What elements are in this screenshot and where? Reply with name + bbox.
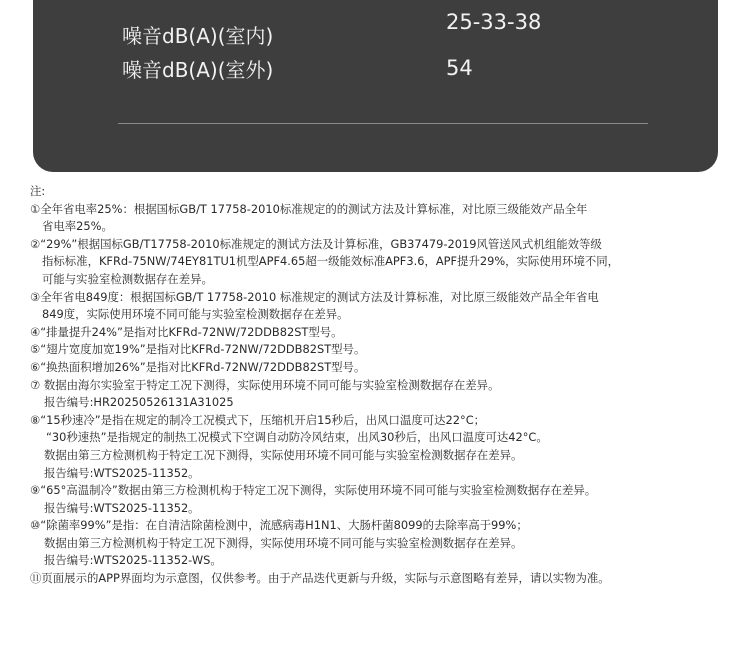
note-line: ⑥“换热面积增加26%”是指对比KFRd-72NW/72DDB82ST型号。 <box>30 359 366 374</box>
spec-value: 25-33-38 <box>446 10 542 34</box>
note-line: 省电率25%。 <box>42 219 113 234</box>
note-line: ③全年省电849度：根据国标GB/T 17758-2010 标准规定的测试方法及计算标准，对比原三级能效产品全年省电 <box>30 289 599 304</box>
note-line: 报告编号:WTS2025-11352。 <box>44 500 200 515</box>
note-line: 数据由第三方检测机构于特定工况下测得，实际使用环境不同可能与实验室检测数据存在差异。 <box>44 535 523 550</box>
note-line: ①全年省电率25%：根据国标GB/T 17758-2010标准规定的的测试方法及计算标准，对比原三级能效产品全年 <box>30 201 588 216</box>
note-line: 报告编号:WTS2025-11352-WS。 <box>44 553 222 568</box>
spec-label: 噪音dB(A)(室外) <box>122 58 274 82</box>
note-line: ⑦ 数据由海尔实验室于特定工况下测得，实际使用环境不同可能与实验室检测数据存在差异。 <box>30 377 500 392</box>
note-line: ⑤“翅片宽度加宽19%”是指对比KFRd-72NW/72DDB82ST型号。 <box>30 342 366 357</box>
note-line: ②“29%”根据国标GB/T17758-2010标准规定的测试方法及计算标准，GB37479-2019风管送风式机组能效等级 <box>30 236 602 251</box>
note-line: 报告编号:WTS2025-11352。 <box>44 465 200 480</box>
spec-row-outdoor-noise <box>33 54 718 84</box>
notes-list <box>30 201 745 588</box>
note-line: ⑧“15秒速冷”是指在规定的制冷工况模式下，压缩机开启15秒后，出风口温度可达22°C； <box>30 412 486 427</box>
spec-value: 54 <box>446 56 473 80</box>
note-line: ⑩“除菌率99%”是指：在自清洁除菌检测中，流感病毒H1N1、大肠杆菌8099的去除率高于99%； <box>30 518 528 533</box>
spec-panel <box>33 0 718 172</box>
note-line: 数据由第三方检测机构于特定工况下测得，实际使用环境不同可能与实验室检测数据存在差异。 <box>44 447 523 462</box>
note-line: ⑪页面展示的APP界面均为示意图，仅供参考。由于产品迭代更新与升级，实际与示意图略有差异，请以实物为准。 <box>30 571 610 586</box>
spec-divider <box>118 123 648 124</box>
note-line: ⑨“65°高温制冷”数据由第三方检测机构于特定工况下测得，实际使用环境不同可能与实验室检测数据存在差异。 <box>30 483 597 498</box>
note-line: 报告编号:HR20250526131A31025 <box>44 395 234 410</box>
notes-section <box>30 183 745 588</box>
note-line: 指标标准，KFRd-75NW/74EY81TU1机型APF4.65超一级能效标准APF3.6，APF提升29%，实际使用环境不同， <box>42 254 620 269</box>
note-line: 849度，实际使用环境不同可能与实验室检测数据存在差异。 <box>42 307 349 322</box>
note-line: “30秒速热”是指规定的制热工况模式下空调自动防冷风结束，出风30秒后，出风口温度可达42°C。 <box>46 430 548 445</box>
spec-row-indoor-noise <box>33 10 718 50</box>
notes-heading: 注: <box>30 184 46 198</box>
spec-label: 噪音dB(A)(室内) <box>122 24 274 48</box>
note-line: 可能与实验室检测数据存在差异。 <box>42 271 213 286</box>
note-line: ④“排量提升24%”是指对比KFRd-72NW/72DDB82ST型号。 <box>30 324 343 339</box>
